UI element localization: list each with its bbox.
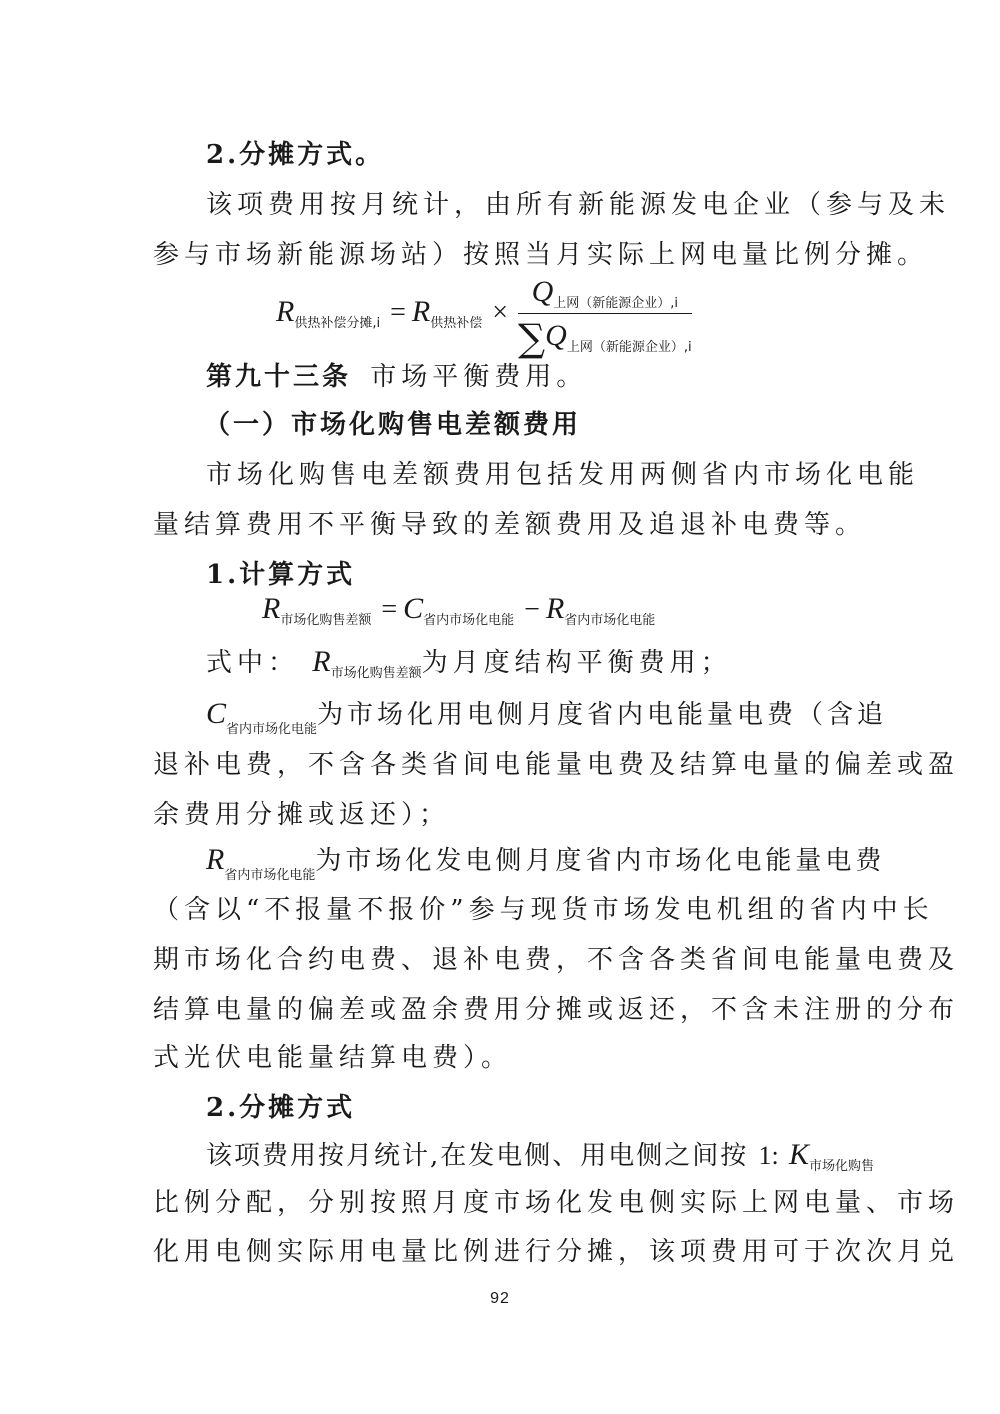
definition-text: 为市场化发电侧月度省内市场化电能量电费 — [315, 846, 886, 876]
formula-symbol: Q — [531, 275, 554, 308]
formula-symbol: C — [206, 697, 227, 730]
formula-subscript: 市场化购售差额 — [280, 613, 372, 628]
definition-line — [206, 697, 888, 747]
formula-fraction — [518, 275, 692, 360]
formula-operator: = — [390, 297, 406, 329]
paragraph-line: （含以“不报量不报价”参与现货市场发电机组的省内中长 — [153, 895, 934, 925]
paragraph-line: 退补电费，不含各类省间电能量电费及结算电量的偏差或盈 — [153, 750, 960, 780]
formula-operator: × — [492, 297, 509, 329]
fraction-numerator — [518, 275, 692, 311]
formula-subscript: 省内市场化电能 — [423, 613, 515, 628]
paragraph-line: 比例分配，分别按照月度市场化发电侧实际上网电量、市场 — [153, 1188, 960, 1218]
formula-symbol: R — [411, 295, 431, 329]
formula-symbol: R — [545, 592, 565, 625]
formula-symbol: R — [312, 645, 331, 678]
definition-line — [206, 843, 886, 893]
formula-subscript: 供热补偿 — [430, 316, 483, 332]
formula-symbol: R — [262, 592, 281, 625]
subsection-heading: 2.分摊方式。 — [206, 140, 385, 170]
sum-symbol: ∑ — [518, 316, 546, 360]
paragraph-line: 参与市场新能源场站）按照当月实际上网电量比例分摊。 — [153, 240, 929, 270]
section-heading: （一）市场化购售电差额费用 — [204, 410, 582, 440]
formula-subscript: 省内市场化电能 — [226, 722, 318, 737]
formula-symbol: Q — [545, 319, 567, 352]
formula-symbol: C — [403, 592, 424, 625]
paragraph-line: 市场化购售电差额费用包括发用两侧省内市场化电能 — [206, 460, 920, 490]
where-prefix: 式中： — [206, 648, 300, 678]
formula-operator: = — [381, 594, 398, 625]
formula-symbol: K — [789, 1138, 810, 1171]
paragraph-line: 量结算费用不平衡导致的差额费用及追退补电费等。 — [153, 510, 867, 540]
page-number: 92 — [490, 1290, 510, 1307]
subsection-heading: 2.分摊方式 — [206, 1093, 356, 1123]
ratio-text: 1: — [758, 1141, 779, 1170]
paragraph-line: 结算电量的偏差或盈余费用分摊或返还，不含未注册的分布 — [153, 995, 960, 1025]
paragraph-line — [206, 1138, 875, 1184]
article-number: 第九十三条 — [206, 362, 352, 392]
definition-line — [206, 645, 856, 691]
paragraph-line: 化用电侧实际用电量比例进行分摊，该项费用可于次次月兑 — [153, 1237, 960, 1267]
formula-subscript: 上网（新能源企业）,i — [553, 296, 678, 311]
formula-subscript: 市场化购售 — [809, 1159, 875, 1174]
formula-operator: − — [524, 594, 540, 625]
formula-subscript: 省内市场化电能 — [224, 868, 316, 883]
formula-heat-compensation-allocation — [276, 275, 692, 360]
article-heading — [206, 360, 856, 394]
paragraph-line: 式光伏电能量结算电费）。 — [153, 1043, 513, 1073]
paragraph-text: 该项费用按月统计,在发电侧、用电侧之间按 — [206, 1141, 749, 1171]
formula-subscript: 市场化购售差额 — [330, 666, 422, 681]
fraction-denominator — [518, 316, 692, 360]
formula-subscript: 供热补偿分摊,i — [294, 316, 381, 332]
formula-market-purchase-sale-difference — [262, 592, 655, 628]
paragraph-line: 期市场化合约电费、退补电费，不含各类省间电能量电费及 — [153, 945, 960, 975]
formula-subscript: 上网（新能源企业）,i — [566, 340, 692, 355]
subsection-heading: 1.计算方式 — [206, 560, 356, 590]
definition-text: 为市场化用电侧月度省内电能量电费（含追 — [317, 700, 888, 730]
paragraph-line: 该项费用按月统计，由所有新能源发电企业（参与及未 — [206, 190, 951, 220]
formula-symbol: R — [276, 295, 295, 329]
formula-subscript: 省内市场化电能 — [564, 613, 656, 628]
article-title: 市场平衡费用。 — [370, 362, 588, 392]
formula-symbol: R — [206, 843, 225, 876]
paragraph-line: 余费用分摊或返还）； — [153, 800, 451, 830]
fraction-bar — [518, 313, 692, 314]
definition-text: 为月度结构平衡费用； — [421, 648, 732, 678]
